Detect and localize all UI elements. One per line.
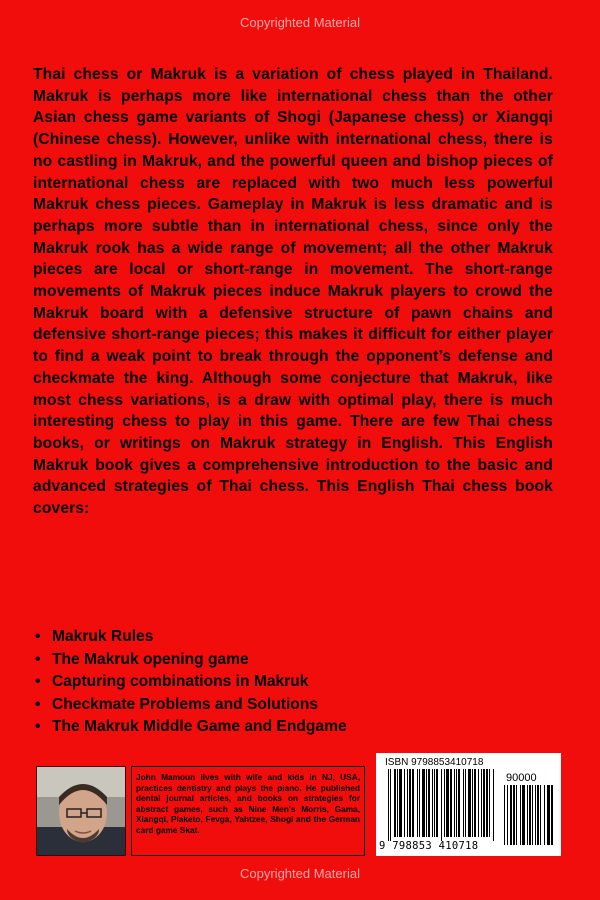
author-photo (36, 766, 126, 856)
isbn-label: ISBN 9798853410718 (385, 757, 484, 768)
price-code: 90000 (506, 772, 537, 784)
watermark-top: Copyrighted Material (240, 15, 360, 30)
list-item: • The Makruk opening game (35, 649, 555, 672)
list-item: • Makruk Rules (35, 626, 555, 649)
bullet-icon: • (35, 695, 41, 713)
bullet-icon: • (35, 718, 41, 736)
back-cover-blurb: Thai chess or Makruk is a variation of chess played in Thailand. Makruk is perhaps more like international chess than the other Asian chess game variants of Shogi (Japanese chess) or Xiangqi (Chinese chess). However, unlike with international chess, there is no castling in Makruk, and the powerful queen and bishop pieces of international chess are replaced with two much less powerful Makruk chess pieces. Gameplay in Makruk is less dramatic and is perhaps more subtle than in international chess, since only the Makruk rook has a wide range of movement; all the other Makruk pieces are local or short-range in movement. The short-range movements of Makruk pieces induce Makruk players to crowd the Makruk board with a defensive structure of pawn chains and defensive short-range pieces; this makes it difficult for either player to find a weak point to break through the opponent’s defense and checkmate the king. Although some conjecture that Makruk, like most chess variations, is a draw with optimal play, there is much interesting chess to play in this game. There are few Thai chess books, or writings on Makruk strategy in English. This English Makruk book gives a comprehensive introduction to the basic and advanced strategies of Thai chess. This English Thai chess book covers: (33, 66, 553, 518)
isbn-barcode (376, 753, 561, 856)
list-item: • Checkmate Problems and Solutions (35, 694, 555, 717)
bullet-icon: • (35, 650, 41, 668)
author-portrait-icon (37, 767, 125, 855)
watermark-bottom: Copyrighted Material (240, 866, 360, 881)
list-item: • The Makruk Middle Game and Endgame (35, 716, 555, 739)
barcode-digits: 9 798853 410718 (379, 840, 479, 852)
bullet-icon: • (35, 628, 41, 645)
bullet-icon: • (35, 673, 41, 691)
list-item: • Capturing combinations in Makruk (35, 671, 555, 694)
author-bio: John Mamoun lives with wife and kids in NJ, USA, practices dentistry and plays the piano. He published dental journal articles, and books on strategies for abstract games, such as Nine Men's Morris, Gama, Xiangqi, Piaketo, Fevga, Yahtzee, Shogi and the German card game Skat. (131, 766, 365, 856)
topics-list (35, 626, 555, 739)
